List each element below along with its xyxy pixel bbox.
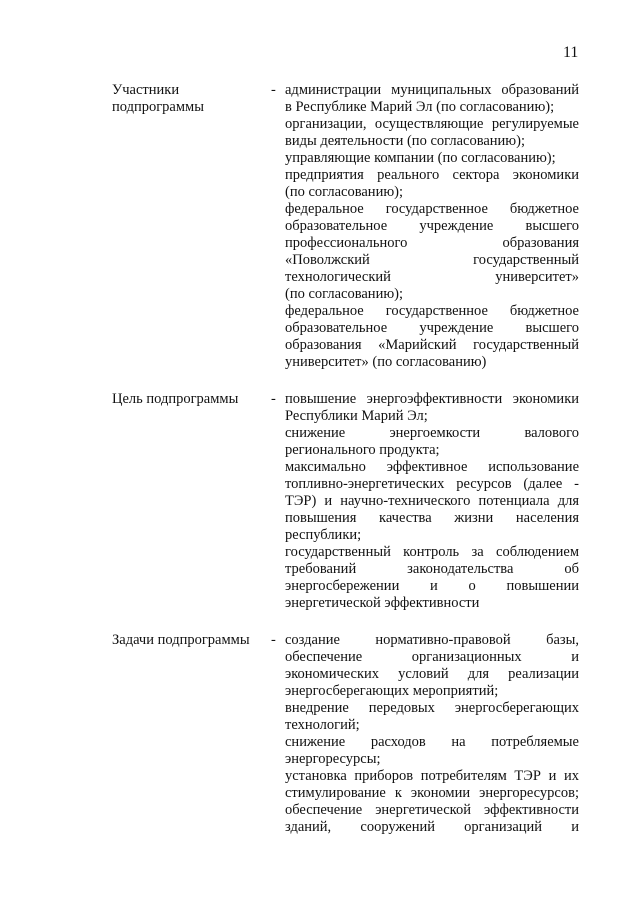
section-label-participants [112, 82, 204, 116]
text-line: виды деятельности (по согласованию); [285, 133, 526, 149]
label-line: Цель подпрограммы [112, 391, 239, 407]
text-line: (по согласованию); [285, 286, 404, 302]
text-line: повышение энергоэффективности экономики [285, 391, 579, 407]
text-line: обеспечение организационных и [285, 649, 579, 665]
section-label-goal [112, 391, 238, 408]
label-line: подпрограммы [112, 99, 204, 115]
text-line: федеральное государственное бюджетное [285, 303, 579, 319]
label-line: Задачи подпрограммы [112, 632, 250, 648]
text-line: зданий, сооружений организаций и [285, 819, 579, 835]
text-line: (по согласованию); [285, 184, 404, 200]
text-line: энергоресурсы; [285, 751, 381, 767]
section-content-tasks [285, 632, 579, 836]
text-line: снижение расходов на потребляемые [285, 734, 579, 750]
text-line: требований законодательства об [285, 561, 579, 577]
text-line: технологий; [285, 717, 360, 733]
text-line: максимально эффективное использование [285, 459, 579, 475]
text-line: республики; [285, 527, 362, 543]
text-line: организации, осуществляющие регулируемые [285, 116, 579, 132]
dash: - [271, 82, 276, 98]
text-line: стимулирование к экономии энергоресурсов; [285, 785, 579, 801]
text-line: профессионального образования [285, 235, 579, 251]
text-line: в Республике Марий Эл (по согласованию); [285, 99, 555, 115]
text-line: администрации муниципальных образований [285, 82, 579, 98]
label-line: Участники [112, 82, 180, 98]
text-line: образования «Марийский государственный [285, 337, 579, 353]
section-content-participants [285, 82, 579, 371]
text-line: образовательное учреждение высшего [285, 320, 579, 336]
page-number: 11 [563, 44, 579, 61]
text-line: «Поволжский государственный [285, 252, 579, 268]
dash: - [271, 632, 276, 648]
text-line: установка приборов потребителям ТЭР и их [285, 768, 579, 784]
text-line: государственный контроль за соблюдением [285, 544, 579, 560]
text-line: образовательное учреждение высшего [285, 218, 579, 234]
text-line: регионального продукта; [285, 442, 440, 458]
text-line: технологический университет» [285, 269, 579, 285]
text-line: топливно-энергетических ресурсов (далее - [285, 476, 579, 492]
section-label-tasks [112, 632, 250, 649]
text-line: повышения качества жизни населения [285, 510, 579, 526]
text-line: ТЭР) и научно-технического потенциала для [285, 493, 579, 509]
text-line: энергосберегающих мероприятий; [285, 683, 499, 699]
text-line: экономических условий для реализации [285, 666, 579, 682]
dash: - [271, 391, 276, 407]
text-line: энергетической эффективности [285, 595, 480, 611]
text-line: создание нормативно-правовой базы, [285, 632, 579, 648]
text-line: обеспечение энергетической эффективности [285, 802, 579, 818]
text-line: энергосбережении и о повышении [285, 578, 579, 594]
text-line: предприятия реального сектора экономики [285, 167, 579, 183]
text-line: федеральное государственное бюджетное [285, 201, 579, 217]
section-content-goal [285, 391, 579, 612]
text-line: университет» (по согласованию) [285, 354, 487, 370]
text-line: снижение энергоемкости валового [285, 425, 579, 441]
text-line: внедрение передовых энергосберегающих [285, 700, 579, 716]
text-line: Республики Марий Эл; [285, 408, 428, 424]
text-line: управляющие компании (по согласованию); [285, 150, 556, 166]
